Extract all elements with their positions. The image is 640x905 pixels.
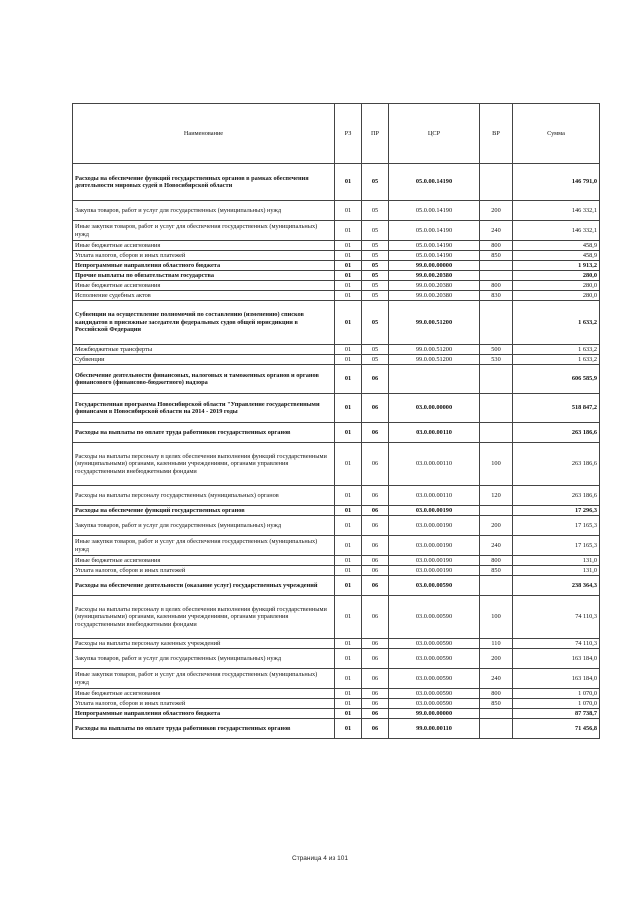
cell-rz: 01 [335, 355, 362, 365]
cell-name: Межбюджетные трансферты [73, 345, 335, 355]
cell-vr: 240 [480, 221, 513, 241]
cell-sum: 1 633,2 [513, 301, 600, 345]
page-footer: Страница 4 из 101 [292, 855, 348, 862]
cell-sum: 263 186,6 [513, 486, 600, 506]
cell-rz: 01 [335, 536, 362, 556]
cell-vr: 240 [480, 669, 513, 689]
cell-csr: 05.0.00.14190 [389, 164, 480, 201]
cell-name: Иные бюджетные ассигнования [73, 556, 335, 566]
cell-name: Расходы на обеспечение функций государственных органов в рамках обеспечения деятельности мировых судей в Новосибирской области [73, 164, 335, 201]
cell-pr: 06 [362, 506, 389, 516]
table-row [73, 365, 600, 394]
cell-vr: 500 [480, 345, 513, 355]
cell-name: Расходы на выплаты персоналу в целях обеспечения выполнения функций государственными (муниципальными) органами, казенными учреждениями, органами управления государственными внебюджетными фондами [73, 596, 335, 639]
table-row [73, 669, 600, 689]
cell-sum: 131,0 [513, 556, 600, 566]
cell-csr: 99.0.00.51200 [389, 301, 480, 345]
cell-sum: 1 633,2 [513, 345, 600, 355]
cell-sum: 146 332,1 [513, 221, 600, 241]
cell-pr: 06 [362, 443, 389, 486]
table-body [73, 164, 600, 739]
cell-pr: 06 [362, 423, 389, 443]
cell-sum: 74 110,3 [513, 639, 600, 649]
cell-csr: 99.0.00.51200 [389, 355, 480, 365]
cell-rz: 01 [335, 596, 362, 639]
cell-sum: 280,0 [513, 281, 600, 291]
cell-pr: 05 [362, 261, 389, 271]
cell-csr: 03.0.00.00190 [389, 516, 480, 536]
cell-sum: 74 110,3 [513, 596, 600, 639]
cell-rz: 01 [335, 281, 362, 291]
cell-rz: 01 [335, 669, 362, 689]
cell-name: Прочие выплаты по обязательствам государства [73, 271, 335, 281]
cell-sum: 518 847,2 [513, 394, 600, 423]
cell-vr: 200 [480, 516, 513, 536]
cell-name: Расходы на обеспечение деятельности (оказание услуг) государственных учреждений [73, 576, 335, 596]
cell-vr: 120 [480, 486, 513, 506]
cell-csr: 99.0.00.20380 [389, 271, 480, 281]
cell-sum: 280,0 [513, 271, 600, 281]
table-row [73, 689, 600, 699]
table-row [73, 281, 600, 291]
cell-rz: 01 [335, 556, 362, 566]
cell-sum: 263 186,6 [513, 443, 600, 486]
cell-pr: 05 [362, 271, 389, 281]
cell-vr: 850 [480, 251, 513, 261]
cell-vr [480, 719, 513, 739]
cell-vr [480, 709, 513, 719]
cell-pr: 06 [362, 566, 389, 576]
cell-name: Исполнение судебных актов [73, 291, 335, 301]
cell-sum: 238 364,3 [513, 576, 600, 596]
table-header-row [73, 104, 600, 164]
cell-rz: 01 [335, 241, 362, 251]
cell-vr [480, 423, 513, 443]
table-row [73, 536, 600, 556]
cell-csr: 03.0.00.00190 [389, 536, 480, 556]
header-sum: Сумма [513, 104, 600, 164]
cell-pr: 06 [362, 649, 389, 669]
cell-sum: 458,9 [513, 251, 600, 261]
table-row [73, 556, 600, 566]
cell-name: Уплата налогов, сборов и иных платежей [73, 566, 335, 576]
cell-name: Субвенции [73, 355, 335, 365]
table-row [73, 506, 600, 516]
cell-rz: 01 [335, 271, 362, 281]
table-row [73, 699, 600, 709]
cell-rz: 01 [335, 639, 362, 649]
cell-rz: 01 [335, 719, 362, 739]
cell-name: Иные бюджетные ассигнования [73, 689, 335, 699]
cell-csr: 03.0.00.00590 [389, 689, 480, 699]
cell-pr: 05 [362, 301, 389, 345]
table-row [73, 709, 600, 719]
cell-sum: 606 585,9 [513, 365, 600, 394]
header-vr: ВР [480, 104, 513, 164]
cell-pr: 06 [362, 689, 389, 699]
cell-vr [480, 261, 513, 271]
cell-vr: 200 [480, 201, 513, 221]
cell-name: Расходы на выплаты персоналу государственных (муниципальных) органов [73, 486, 335, 506]
table-row [73, 486, 600, 506]
cell-csr: 03.0.00.00590 [389, 596, 480, 639]
cell-sum: 163 184,0 [513, 669, 600, 689]
cell-vr [480, 271, 513, 281]
table-row [73, 423, 600, 443]
cell-rz: 01 [335, 164, 362, 201]
cell-sum: 1 633,2 [513, 355, 600, 365]
header-csr: ЦСР [389, 104, 480, 164]
cell-vr: 800 [480, 556, 513, 566]
cell-sum: 71 456,8 [513, 719, 600, 739]
table-row [73, 355, 600, 365]
cell-rz: 01 [335, 709, 362, 719]
table-row [73, 261, 600, 271]
cell-pr: 06 [362, 669, 389, 689]
cell-rz: 01 [335, 566, 362, 576]
cell-rz: 01 [335, 261, 362, 271]
table-row [73, 291, 600, 301]
cell-name: Расходы на выплаты по оплате труда работников государственных органов [73, 423, 335, 443]
cell-name: Расходы на выплаты персоналу казенных учреждений [73, 639, 335, 649]
cell-vr [480, 301, 513, 345]
cell-pr: 05 [362, 251, 389, 261]
table-row [73, 516, 600, 536]
cell-csr: 05.0.00.14190 [389, 241, 480, 251]
cell-pr: 05 [362, 164, 389, 201]
cell-name: Иные закупки товаров, работ и услуг для обеспечения государственных (муниципальных) нужд [73, 669, 335, 689]
cell-pr: 05 [362, 201, 389, 221]
cell-sum: 1 070,0 [513, 689, 600, 699]
cell-vr [480, 506, 513, 516]
cell-csr: 03.0.00.00190 [389, 506, 480, 516]
cell-csr: 03.0.00.00590 [389, 699, 480, 709]
cell-sum: 163 184,0 [513, 649, 600, 669]
cell-csr: 03.0.00.00110 [389, 486, 480, 506]
cell-vr [480, 394, 513, 423]
cell-rz: 01 [335, 649, 362, 669]
table-row [73, 345, 600, 355]
table-row [73, 271, 600, 281]
cell-name: Уплата налогов, сборов и иных платежей [73, 251, 335, 261]
cell-rz: 01 [335, 486, 362, 506]
cell-name: Расходы на выплаты персоналу в целях обеспечения выполнения функций государственными (муниципальными) органами, казенными учреждениями, органами управления государственными внебюджетными фондами [73, 443, 335, 486]
cell-csr: 05.0.00.14190 [389, 251, 480, 261]
cell-vr: 240 [480, 536, 513, 556]
cell-vr: 850 [480, 566, 513, 576]
cell-name: Иные закупки товаров, работ и услуг для обеспечения государственных (муниципальных) нужд [73, 221, 335, 241]
cell-name: Государственная программа Новосибирской области "Управление государственными финансами в Новосибирской области на 2014 - 2019 годы [73, 394, 335, 423]
cell-csr: 03.0.00.00110 [389, 423, 480, 443]
header-rz: РЗ [335, 104, 362, 164]
budget-table [72, 103, 600, 739]
cell-name: Расходы на обеспечение функций государственных органов [73, 506, 335, 516]
cell-name: Закупка товаров, работ и услуг для государственных (муниципальных) нужд [73, 201, 335, 221]
cell-csr: 03.0.00.00190 [389, 556, 480, 566]
cell-pr: 06 [362, 536, 389, 556]
cell-pr: 06 [362, 394, 389, 423]
cell-csr: 99.0.00.51200 [389, 345, 480, 355]
cell-csr: 03.0.00.00590 [389, 669, 480, 689]
cell-name: Закупка товаров, работ и услуг для государственных (муниципальных) нужд [73, 649, 335, 669]
cell-sum: 263 186,6 [513, 423, 600, 443]
cell-pr: 06 [362, 699, 389, 709]
table-row [73, 394, 600, 423]
cell-csr: 03.0.00.00590 [389, 639, 480, 649]
cell-pr: 05 [362, 355, 389, 365]
table-row [73, 251, 600, 261]
cell-name: Иные закупки товаров, работ и услуг для обеспечения государственных (муниципальных) нужд [73, 536, 335, 556]
cell-rz: 01 [335, 365, 362, 394]
cell-vr: 200 [480, 649, 513, 669]
cell-rz: 01 [335, 423, 362, 443]
table-row [73, 443, 600, 486]
cell-pr: 06 [362, 596, 389, 639]
cell-pr: 05 [362, 281, 389, 291]
cell-csr: 05.0.00.14190 [389, 221, 480, 241]
cell-csr: 03.0.00.00590 [389, 576, 480, 596]
cell-vr [480, 365, 513, 394]
cell-rz: 01 [335, 516, 362, 536]
cell-vr: 530 [480, 355, 513, 365]
cell-vr: 100 [480, 596, 513, 639]
cell-pr: 06 [362, 365, 389, 394]
cell-rz: 01 [335, 345, 362, 355]
cell-vr: 800 [480, 241, 513, 251]
header-name: Наименование [73, 104, 335, 164]
cell-sum: 17 296,3 [513, 506, 600, 516]
cell-rz: 01 [335, 251, 362, 261]
cell-sum: 17 165,3 [513, 536, 600, 556]
cell-sum: 87 738,7 [513, 709, 600, 719]
cell-csr: 99.0.00.20380 [389, 291, 480, 301]
cell-pr: 06 [362, 709, 389, 719]
cell-csr: 03.0.00.00190 [389, 566, 480, 576]
cell-sum: 1 913,2 [513, 261, 600, 271]
cell-rz: 01 [335, 699, 362, 709]
table-row [73, 596, 600, 639]
cell-vr: 100 [480, 443, 513, 486]
cell-pr: 05 [362, 241, 389, 251]
cell-pr: 06 [362, 576, 389, 596]
cell-pr: 05 [362, 221, 389, 241]
cell-name: Закупка товаров, работ и услуг для государственных (муниципальных) нужд [73, 516, 335, 536]
cell-pr: 06 [362, 516, 389, 536]
table-row [73, 221, 600, 241]
cell-name: Расходы на выплаты по оплате труда работников государственных органов [73, 719, 335, 739]
cell-csr: 99.0.00.00110 [389, 719, 480, 739]
table-row [73, 719, 600, 739]
cell-csr: 03.0.00.00110 [389, 443, 480, 486]
table-row [73, 301, 600, 345]
table-row [73, 201, 600, 221]
cell-sum: 146 791,0 [513, 164, 600, 201]
cell-vr [480, 164, 513, 201]
header-pr: ПР [362, 104, 389, 164]
cell-pr: 06 [362, 486, 389, 506]
cell-csr: 99.0.00.00000 [389, 709, 480, 719]
cell-sum: 131,0 [513, 566, 600, 576]
table-row [73, 576, 600, 596]
cell-vr: 800 [480, 281, 513, 291]
cell-name: Непрограммные направления областного бюджета [73, 261, 335, 271]
cell-name: Субвенции на осуществление полномочий по составлению (изменению) списков кандидатов в присяжные заседатели федеральных судов общей юрисдикции в Российской Федерации [73, 301, 335, 345]
cell-csr: 99.0.00.00000 [389, 261, 480, 271]
table-row [73, 566, 600, 576]
cell-sum: 458,9 [513, 241, 600, 251]
cell-rz: 01 [335, 689, 362, 699]
cell-rz: 01 [335, 201, 362, 221]
cell-csr: 03.0.00.00590 [389, 649, 480, 669]
table-row [73, 649, 600, 669]
cell-rz: 01 [335, 394, 362, 423]
cell-csr: 05.0.00.14190 [389, 201, 480, 221]
cell-sum: 146 332,1 [513, 201, 600, 221]
cell-pr: 06 [362, 719, 389, 739]
cell-name: Иные бюджетные ассигнования [73, 241, 335, 251]
table-row [73, 241, 600, 251]
cell-name: Обеспечение деятельности финансовых, налоговых и таможенных органов и органов финансового (финансово-бюджетного) надзора [73, 365, 335, 394]
cell-pr: 06 [362, 556, 389, 566]
cell-rz: 01 [335, 506, 362, 516]
cell-pr: 05 [362, 291, 389, 301]
cell-csr: 03.0.00.00000 [389, 394, 480, 423]
cell-rz: 01 [335, 443, 362, 486]
cell-rz: 01 [335, 221, 362, 241]
table-row [73, 164, 600, 201]
cell-vr: 830 [480, 291, 513, 301]
cell-name: Непрограммные направления областного бюджета [73, 709, 335, 719]
cell-vr: 800 [480, 689, 513, 699]
cell-csr [389, 365, 480, 394]
cell-csr: 99.0.00.20380 [389, 281, 480, 291]
cell-vr: 850 [480, 699, 513, 709]
cell-vr [480, 576, 513, 596]
cell-pr: 05 [362, 345, 389, 355]
cell-rz: 01 [335, 291, 362, 301]
cell-sum: 280,0 [513, 291, 600, 301]
cell-rz: 01 [335, 301, 362, 345]
cell-sum: 17 165,3 [513, 516, 600, 536]
table-row [73, 639, 600, 649]
cell-pr: 06 [362, 639, 389, 649]
cell-sum: 1 070,0 [513, 699, 600, 709]
cell-rz: 01 [335, 576, 362, 596]
cell-vr: 110 [480, 639, 513, 649]
cell-name: Иные бюджетные ассигнования [73, 281, 335, 291]
cell-name: Уплата налогов, сборов и иных платежей [73, 699, 335, 709]
